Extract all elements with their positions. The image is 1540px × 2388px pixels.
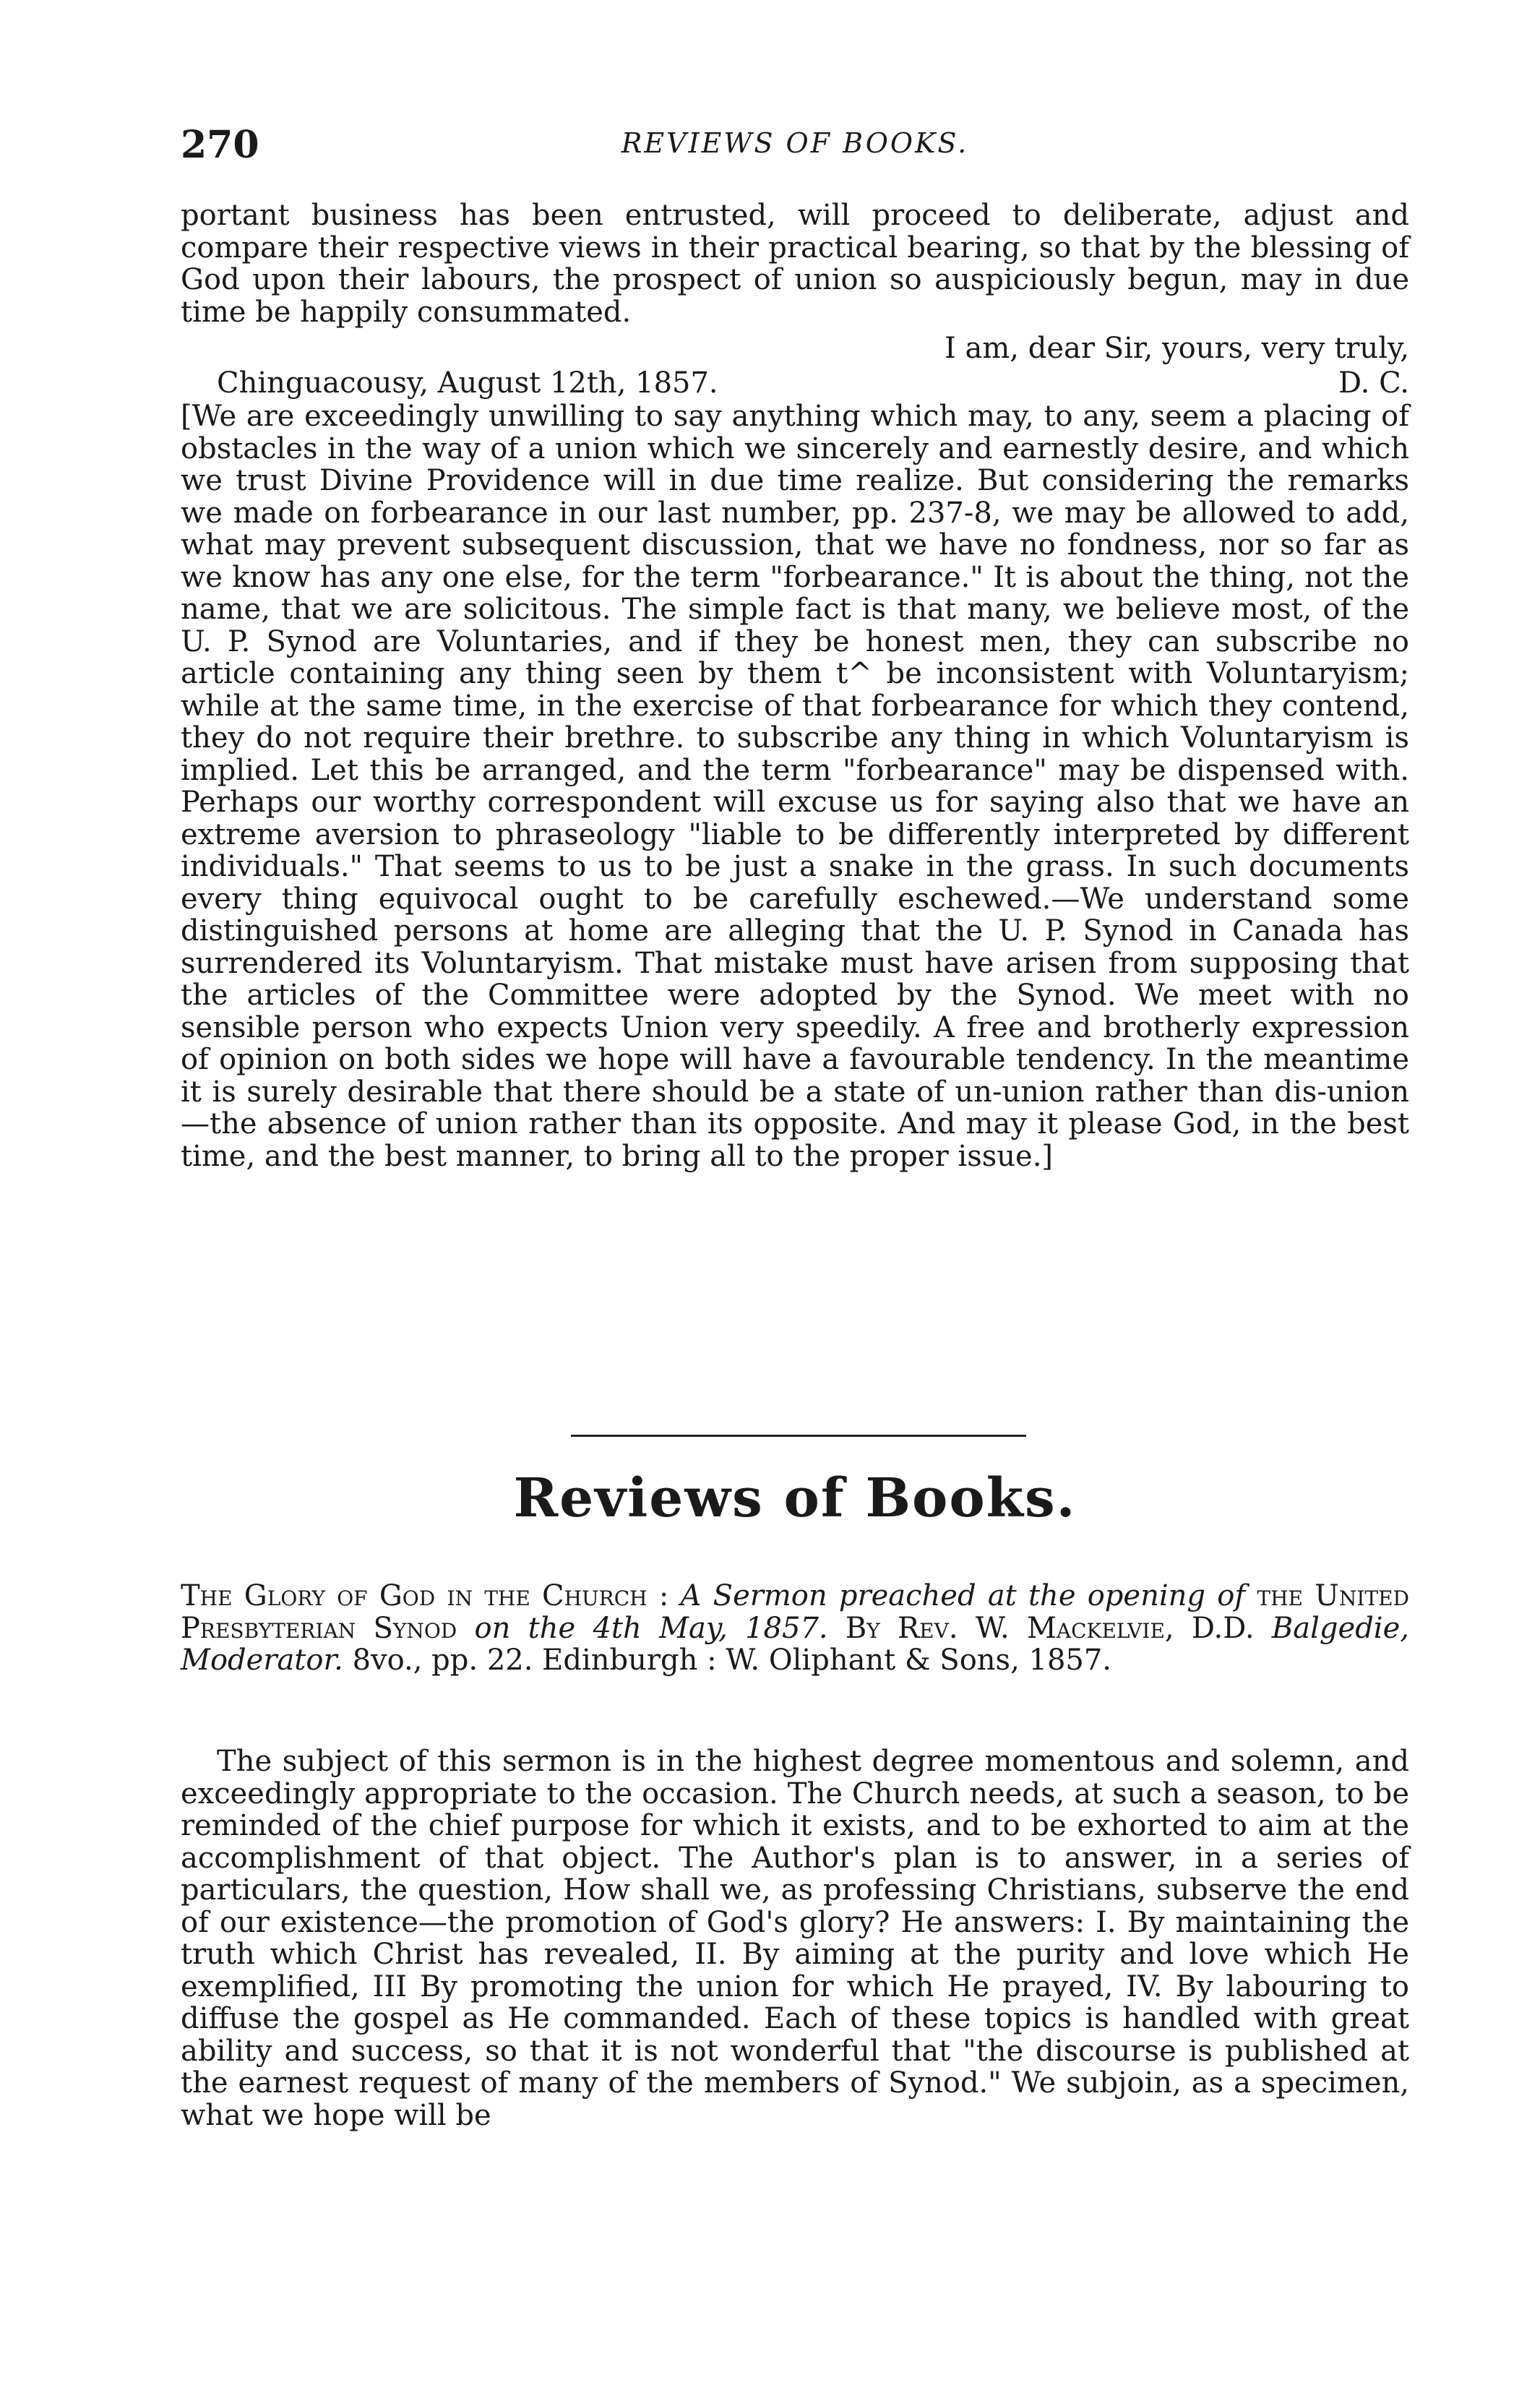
book-citation-text: The Glory of God in the Church : A Sermon preached at the opening of the United Presbyterian Synod on the 4th May, 1857. By Rev. W. Mackelvie, D.D. Balgedie, Moderator. 8vo., pp. 22. Edinburgh : W. Oliphant & Sons, 1857. [181,1579,1410,1677]
editorial-note-text: [We are exceedingly unwilling to say anything which may, to any, seem a placing of obstacles in the way of a union which we sincerely and earnestly desire, and which we trust Divine Providence will in due time realize. But considering the remarks we made on forbearance in our last number, pp. 237-8, we may be allowed to add, what may prevent subsequent discussion, that we have no fondness, nor so far as we know has any one else, for the term "forbearance." It is about the thing, not the name, that we are solicitous. The simple fact is that many, we believe most, of the U. P. Synod are Voluntaries, and if they be honest men, they can subscribe no article containing any thing seen by them t^ be inconsistent with Voluntaryism; while at the same time, in the exercise of that forbearance for which they contend, they do not require their brethre. to subscribe any thing in which Voluntaryism is implied. Let this be arranged, and the term "forbearance" may be dispensed with. Perhaps our worthy correspondent will excuse us for saying also that we have an extreme aversion to phraseology "liable to be differently interpreted by different individuals." That seems to us to be just a snake in the grass. In such documents every thing equivocal ought to be carefully eschewed.—We understand some distinguished persons at home are alleging that the U. P. Synod in Canada has surrendered its Voluntaryism. That mistake must have arisen from supposing that the articles of the Committee were adopted by the Synod. We meet with no sensible person who expects Union very speedily. A free and brotherly expression of opinion on both sides we hope will have a favourable tendency. In the meantime it is surely desirable that there should be a state of un-union rather than dis-union—the absence of union rather than its opposite. And may it please God, in the best time, and the best manner, to bring all to the proper issue.] [181,400,1409,1173]
page-header [181,123,1409,173]
running-head: REVIEWS OF BOOKS. [621,127,969,159]
book-citation [181,1580,1409,1677]
book-synod: the United Presbyterian Synod [181,1579,1410,1645]
letter-signoff: I am, dear Sir, yours, very truly, [944,332,1409,365]
review-paragraph [181,1745,1409,2131]
letter-place-date: Chinguacousy, August 12th, 1857. [217,366,718,400]
book-publisher: Edinburgh : W. Oliphant & Sons, 1857. [542,1644,1112,1677]
letter-body: portant business has been entrusted, will proceed to deliberate, adjust and compare their respective views in their practical bearing, so that by the blessing of God upon their labours, the prospect of union so auspiciously begun, may in due time be happily consummated. [181,199,1409,329]
book-author: By Rev. W. Mackelvie, D.D. [845,1611,1255,1645]
book-author-role: Balgedie, Moderator. [181,1611,1409,1677]
book-subtitle: A Sermon preached at the opening of [680,1579,1246,1612]
letter-closing-paragraph [181,199,1409,328]
letter-dateline [181,367,1409,400]
book-title: The Glory of God in the Church [181,1579,648,1612]
editorial-note [181,400,1409,1172]
book-format: 8vo., pp. 22. [352,1644,533,1677]
book-date: on the 4th May, 1857. [474,1611,828,1645]
review-body: The subject of this sermon is in the highest degree momentous and solemn, and exceedingly appropriate to the occasion. The Church needs, at such a season, to be reminded of the chief purpose for which it exists, and to be exhorted to aim at the accomplishment of that object. The Author's plan is to answer, in a series of particulars, the question, How shall we, as professing Christians, subserve the end of our existence—the promotion of God's glory? He answers: I. By maintaining the truth which Christ has revealed, II. By aiming at the purity and love which He exemplified, III By promoting the union for which He prayed, IV. By labouring to diffuse the gospel as He commanded. Each of these topics is handled with great ability and success, so that it is not wonderful that "the discourse is published at the earnest request of many of the members of Synod." We subjoin, as a specimen, what we hope will be [181,1745,1409,2132]
page-number: 270 [181,123,259,167]
section-title: Reviews of Books. [513,1467,1077,1529]
letter-initials: D. C. [1338,366,1409,400]
section-divider [571,1435,1026,1437]
